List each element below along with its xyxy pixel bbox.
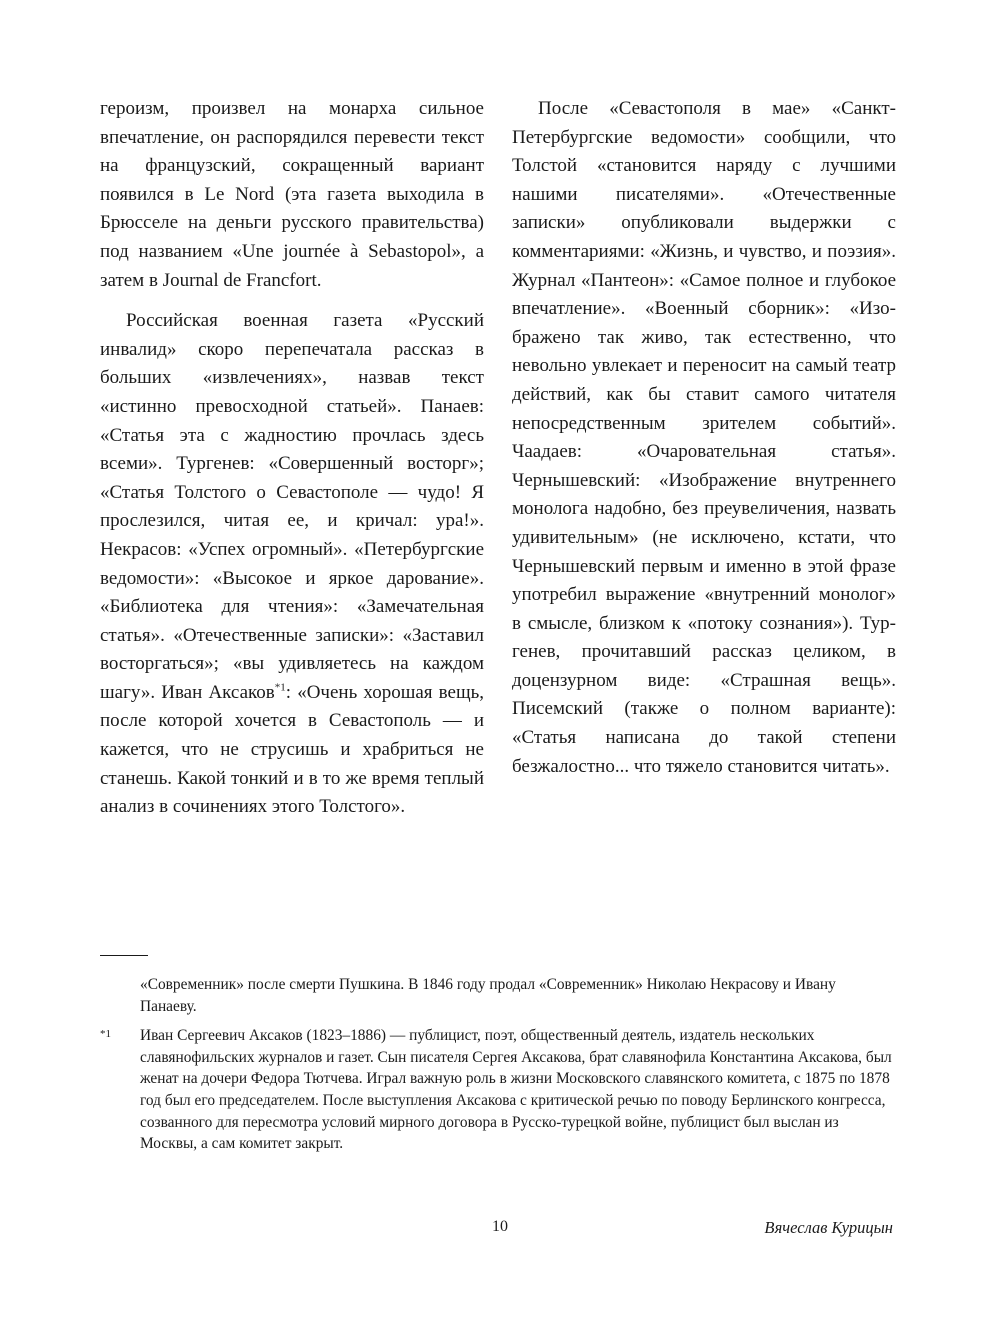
footnote-1	[100, 1025, 895, 1155]
footnote-continued	[100, 974, 895, 1017]
paragraph-continuation: героизм, произвел на монарха сильное впечатление, он распорядился перевести текст на французский, сокращенный вариант появился в Le Nord (эта газета выходила в Брюсселе на деньги русского правительства) под названием «Une journée à Sebastopol», а затем в Journal de Francfort.	[100, 98, 484, 291]
paragraph-sevastopol-may: После «Севастополя в мае» «Санкт-Петербургские ведомости» сообщили, что Толстой «становится наряду с лучшими нашими писателями». «Отечественные записки» опубликовали выдержки с комментариями: «Жизнь, и чувство, и поэзия». Журнал «Пантеон»: «Самое полное и глубокое впечатление». «Военный сборник»: «Изображено так живо, так естественно, что невольно увлекает и переносит на самый театр действий, как бы ставит самого читателя непосредственным зрителем событий». Чаадаев: «Очаровательная статья». Чернышевский: «Изображение внутреннего монолога надобно, без преувеличения, назвать удивительным» (не исключено, кстати, что Чернышевский первым и именно в этой фразе употребил выражение «внутренний монолог» в смысле, близком к «потоку сознания»). Тургенев, прочитавший рассказ целиком, в доцензурном виде: «Страшная вещь». Писемский (также о полном варианте): «Статья написана до такой степени безжалостно... что тяжело становится читать».	[512, 98, 896, 777]
footnote-reference[interactable]: *1	[274, 681, 286, 694]
running-title: Вячеслав Курицын	[764, 1218, 893, 1237]
footnote-continued-text: «Современник» после смерти Пушкина. В 1846 году продал «Современник» Николаю Некрасову и Ивану Панаеву.	[140, 976, 836, 1015]
footnote-1-mark: *1	[100, 1028, 111, 1041]
footnote-separator	[100, 955, 148, 956]
paragraph-reviews-text-a: Российская военная газета «Русский инвалид» скоро перепечатала рассказ в больших «извлечениях», назвав текст «истинно превосходной статьей». Панаев: «Статья эта с жадностию прочлась здесь всеми». Тургенев: «Совершенный восторг»; «Статья Толстого о Севастополе — чудо! Я прослезился, читая ее, и кричал: ура!». Некрасов: «Успех огромный». «Петербургские ведомости»: «Высокое и яркое дарование». «Библиотека для чтения»: «Замечательная статья». «Отечественные записки»: «Заставил восторгаться»; «вы удивляетесь на каждом шагу». Иван Аксаков	[100, 310, 484, 703]
left-text-column	[100, 95, 484, 822]
page-number: 10	[492, 1218, 508, 1235]
footnote-1-text: Иван Сергеевич Аксаков (1823–1886) — публицист, поэт, общественный деятель, издатель нескольких славянофильских журналов и газет. Сын писателя Сергея Аксакова, брат славянофила Константина Аксакова, был женат на дочери Федора Тютчева. Играл важную роль в жизни Московского славянского комитета, с 1875 по 1878 год был его председателем. После выступления Аксакова с критической речью по поводу Берлинского конгресса, созванного для пересмотра условий мирного договора в Русско-турецкой войне, публицист был выслан из Москвы, а сам комитет закрыт.	[140, 1027, 892, 1153]
footnotes-section	[100, 974, 900, 1155]
paragraph-reviews-text-b: : «Очень хорошая вещь, после которой хочется в Севастополь — и кажется, что не струсишь и храбриться не станешь. Какой тонкий и в то же время теплый анализ в сочинениях этого Толстого».	[100, 681, 484, 818]
paragraph-reviews	[100, 307, 484, 822]
right-text-column	[512, 95, 896, 781]
